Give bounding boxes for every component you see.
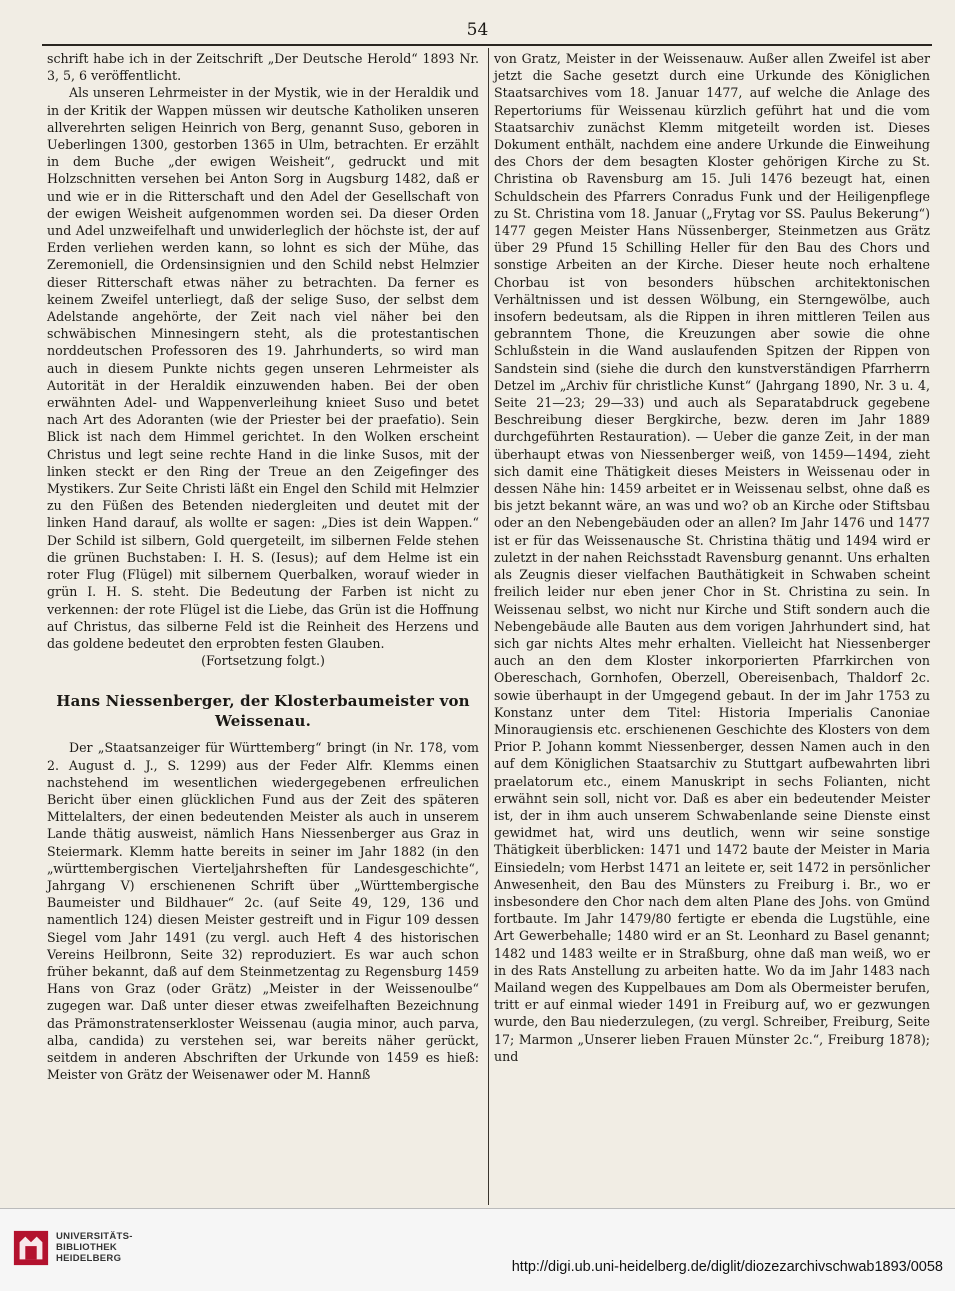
footer-bar <box>0 1209 955 1291</box>
paragraph: schrift habe ich in der Zeitschrift „Der Deutsche Herold“ 1893 Nr. 3, 5, 6 veröffentlicht. <box>47 51 479 84</box>
article-title: Hans Niessenberger, der Klosterbaumeister von Weissenau. <box>56 692 470 731</box>
right-column <box>494 50 930 1065</box>
paragraph: Als unseren Lehrmeister in der Mystik, wie in der Heraldik und in der Kritik der Wappen müssen wir deutsche Katholiken unseren allverehrten seligen Heinrich von Berg, genannt Suso, geboren in Ueberlingen 1300, gestorben 1365 in Ulm, betrachten. Er erzählt in dem Buche „der ewigen Weisheit“, gedruckt und mit Holzschnitten versehen bei Anton Sorg in Augsburg 1482, daß er und wie er in die Ritterschaft und den Adel der Gesellschaft von der ewigen Weisheit aufgenommen worden sei. Da dieser Orden und Adel unzweifelhaft und unwiderleglich der höchste ist, der auf Erden verliehen werden kann, so lohnt es sich der Mühe, das Zeremoniell, die Ordensinsignien und den Schild nebst Helmzier dieser Ritterschaft etwas näher zu betrachten. Da ferner es keinem Zweifel unterliegt, daß der selige Suso, der selbst dem Adelstande angehörte, der Zeit nach viel näher bei den schwäbischen Minnesingern steht, als die protestantischen norddeutschen Professoren des 19. Jahrhunderts, so wird man auch in diesem Punkte nichts gegen unseren Lehrmeister als Autorität in der Heraldik einzuwenden haben. Bei der oben erwähnten Adel- und Wappenverleihung knieet Suso und betet nach Art des Adoranten (wie der Priester bei der praefatio). Sein Blick ist nach dem Himmel gerichtet. In den Wolken erscheint Christus und legt seine rechte Hand in die linke Susos, mit der linken steckt er den Ring der Treue an den Zeigefinger des Mystikers. Zur Seite Christi läßt ein Engel den Schild mit Helmzier zu den Füßen des Betenden niedergleiten und deutet mit der linken Hand darauf, als wollte er sagen: „Dies ist dein Wappen.“ Der Schild ist silbern, Gold quergeteilt, im silbernen Felde stehen die grünen Buchstaben: I. H. S. (Iesus); auf dem Helme ist ein roter Flug (Flügel) mit silbernem Querbalken, worauf wieder in grün I. H. S. steht. Die Bedeutung der Farben ist nicht zu verkennen: der rote Flügel ist die Liebe, das Grün ist die Hoffnung auf Christus, das silberne Feld ist die Reinheit des Herzens und das goldene bedeutet den erprobten festen Glauben. <box>47 85 479 651</box>
header-rule <box>42 44 932 46</box>
continuation-note: (Fortsetzung folgt.) <box>201 653 325 669</box>
paragraph: von Gratz, Meister in der Weissenauw. Außer allen Zweifel ist aber jetzt die Sache gesetzt durch eine Urkunde des Königlichen Staatsarchives vom 18. Januar 1477, auf welche die Anlage des Repertoriums für Weissenau kürzlich geführt hat und die vom Staatsarchiv zunächst Klemm mitgeteilt worden ist. Dieses Dokument enthält, nachdem eine andere Urkunde die Einweihung des Chors der dem besagten Kloster gehörigen Kirche zu St. Christina ob Ravensburg am 15. Juli 1476 bezeugt hat, einen Schuldschein des Pfarrers Conradus Funk und der Heiligenpflege zu St. Christina vom 18. Januar („Frytag vor SS. Paulus Bekerung“) 1477 gegen Meister Hans Nüssenberger, Steinmetzen aus Grätz über 29 Pfund 15 Schilling Heller für den Bau des Chors und sonstige Arbeiten an der Kirche. Dieser heute noch erhaltene Chorbau ist von besonders hübschen architektonischen Verhältnissen und ist dessen Wölbung, ein Sterngewölbe, auch insofern bedeutsam, als die Rippen in ihren mittleren Teilen aus gebranntem Thone, die Kreuzungen aber sowie die ohne Schlußstein in die Wand auslaufenden Spitzen der Rippen von Sandstein sind (siehe die durch den kunstverständigen Pfarrherrn Detzel im „Archiv für christliche Kunst“ (Jahrgang 1890, Nr. 3 u. 4, Seite 21—23; 29—33) und auch als Separatabdruck gegebene Beschreibung dieser Bergkirche, bezw. deren im Jahr 1889 durchgeführten Restauration). — Ueber die ganze Zeit, in der man überhaupt etwas von Niessenberger weiß, von 1459—1494, zieht sich damit eine Thätigkeit dieses Meisters in Weissenau oder in dessen Nähe hin: 1459 arbeitet er in Weissenau selbst, ohne daß es bis jetzt bekannt wäre, an was und wo? ob an Kirche oder Stiftsbau oder an den Nebengebäuden oder an allen? Im Jahr 1476 und 1477 ist er für das Weissenausche St. Christina thätig und 1494 wird er zuletzt in der nahen Reichsstadt Ravensburg genannt. Uns erhalten als Zeugnis dieser vielfachen Bauthätigkeit in Schwaben scheint freilich leider nur eben jener Chor in St. Christina zu sein. In Weissenau selbst, wo nicht nur Kirche und Stift sondern auch die Nebengebäude alle Bauten aus dem vorigen Jahrhundert sind, hat sich gar nichts Altes mehr erhalten. Vielleicht hat Niessenberger auch an den dem Kloster inkorporierten Pfarrkirchen von Obereschach, Gornhofen, Oberzell, Obereisenbach, Thaldorf 2c. sowie überhaupt in der Umgegend gebaut. In der im Jahr 1753 zu Konstanz unter dem Titel: Historia Imperialis Canoniae Minoraugiensis etc. erschienenen Geschichte des Klosters von dem Prior P. Johann kommt Niessenberger, dessen Namen auch in den auf dem Königlichen Staatsarchiv zu Stuttgart aufbewahrten libri praelatorum etc., einem Manuskript in sechs Folianten, nicht erwähnt sein soll, nicht vor. Daß es aber ein bedeutender Meister ist, der in ihm auch unserem Schwabenlande seine Dienste einst gewidmet hat, wird uns deutlich, wenn wir seine sonstige Thätigkeit überblicken: 1471 und 1472 baute der Meister in Maria Einsiedeln; vom Herbst 1471 an leitete er, seit 1472 in persönlicher Anwesenheit, den Bau des Münsters zu Freiburg i. Br., wo er insbesondere den Chor nach dem alten Plane des Johs. von Gmünd fortbaute. Im Jahr 1479/80 fertigte er ebenda die Lugstühle, eine Art Gewerbehalle; 1480 wird er an St. Leonhard zu Basel genannt; 1482 und 1483 weilte er in Straßburg, ohne daß man weiß, wo er in des Rats Anstellung zu arbeiten hatte. Wo da im Jahr 1483 nach Mailand wegen des Kuppelbaues am Dom als Obermeister berufen, tritt er auf einmal wieder 1491 in Freiburg auf, wo er gezwungen wurde, den Bau niederzulegen, (zu vergl. Schreiber, Freiburg, Seite 17; Marmon „Unserer lieben Frauen Münster 2c.“, Freiburg 1878); und <box>494 51 930 1064</box>
column-divider <box>488 48 489 1205</box>
university-seal-icon <box>12 1229 50 1267</box>
library-logo[interactable] <box>12 1223 172 1283</box>
left-column <box>47 50 479 1083</box>
library-name: UNIVERSITÄTS- BIBLIOTHEK HEIDELBERG <box>56 1231 133 1264</box>
paragraph: Der „Staatsanzeiger für Württemberg“ bringt (in Nr. 178, vom 2. August d. J., S. 1299) aus der Feder Alfr. Klemms einen nachstehend im wesentlichen wiedergegebenen erfreulichen Bericht über einen glücklichen Fund aus der Zeit des späteren Mittelalters, der einen bedeutenden Meister als auch in unserem Lande thätig ausweist, nämlich Hans Niessenberger aus Graz in Steiermark. Klemm hatte bereits in seiner im Jahr 1882 (in den „württembergischen Vierteljahrsheften für Landesgeschichte“, Jahrgang V) erschienenen Schrift über „Württembergische Baumeister und Bildhauer“ 2c. (auf Seite 49, 129, 136 und namentlich 124) diesen Meister gestreift und in Figur 109 dessen Siegel vom Jahr 1491 (zu vergl. auch Heft 4 des historischen Vereins Heilbronn, Seite 32) reproduziert. Es war auch schon früher bekannt, daß auf dem Steinmetzentag zu Regensburg 1459 Hans von Graz (oder Grätz) „Meister in der Weissenoulbe“ zugegen war. Daß unter dieser etwas zweifelhaften Bezeichnung das Prämonstratenserkloster Weissenau (augia minor, auch parva, alba, candida) zu verstehen sei, war bereits näher gerückt, seitdem in anderen Abschriften der Urkunde von 1459 es hieß: Meister von Grätz der Weisenawer oder M. Hannß <box>47 740 479 1083</box>
page-number: 54 <box>466 20 489 40</box>
source-url-link[interactable]: http://digi.ub.uni-heidelberg.de/diglit/diozezarchivschwab1893/0058 <box>511 1259 943 1275</box>
